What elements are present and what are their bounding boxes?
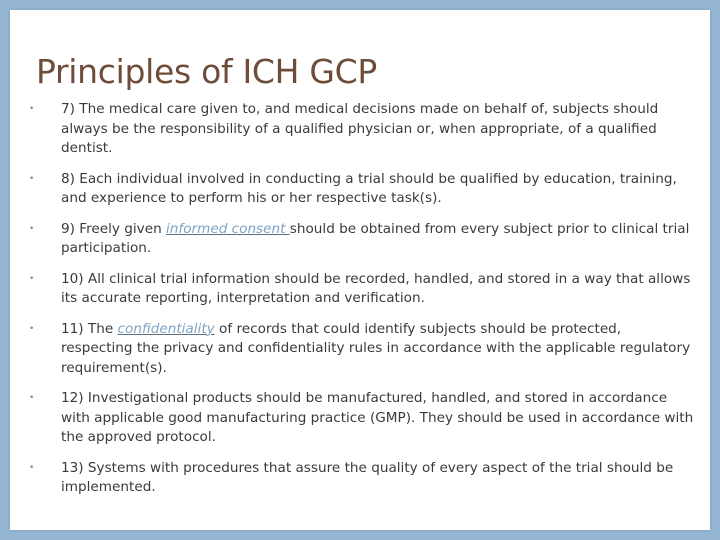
list-item: [10, 389, 710, 448]
list-item: [10, 320, 710, 379]
item-text: 12) Investigational products should be manufactured, handled, and stored in accordance with applicable good manufacturing practice (GMP). They should be used in accordance with the approved protocol.: [61, 390, 694, 445]
bullet-icon: •: [29, 273, 35, 284]
list-item: [10, 459, 710, 498]
confidentiality-link[interactable]: confidentiality: [117, 320, 215, 337]
item-text-continued: should be obtained from every subject prior to clinical trial participation.: [61, 220, 690, 256]
bullet-icon: •: [29, 462, 35, 473]
item-text: 13) Systems with procedures that assure the quality of every aspect of the trial should be implemented.: [61, 459, 674, 495]
slide-title: Principles of ICH GCP: [36, 52, 377, 91]
bullet-icon: •: [29, 393, 35, 403]
bullet-icon: •: [29, 223, 35, 234]
informed-consent-link[interactable]: informed consent: [166, 220, 290, 237]
item-text: 11) The: [61, 320, 118, 337]
slide: [10, 10, 710, 530]
bullet-icon: •: [29, 104, 35, 114]
list-item: [10, 220, 710, 259]
principles-list: [10, 100, 710, 509]
bullet-icon: •: [29, 173, 35, 184]
item-text: 10) All clinical trial information should be recorded, handled, and stored in a way that allows its accurate reporting, interpretation and verification.: [61, 270, 691, 306]
item-text: 8) Each individual involved in conducting a trial should be qualified by education, training, and experience to perform his or her respective task(s).: [61, 170, 677, 206]
list-item: [10, 100, 710, 159]
bullet-icon: •: [29, 323, 35, 334]
list-item: [10, 170, 710, 209]
list-item: [10, 270, 710, 309]
item-text: 7) The medical care given to, and medical decisions made on behalf of, subjects should always be the responsibility of a qualified physician or, when appropriate, of a qualified dentist.: [61, 101, 659, 156]
item-text: 9) Freely given: [61, 220, 167, 237]
item-text-continued: of records that could identify subjects should be protected, respecting the privacy and confidentiality rules in accordance with the applicable regulatory requirement(s).: [61, 320, 691, 376]
